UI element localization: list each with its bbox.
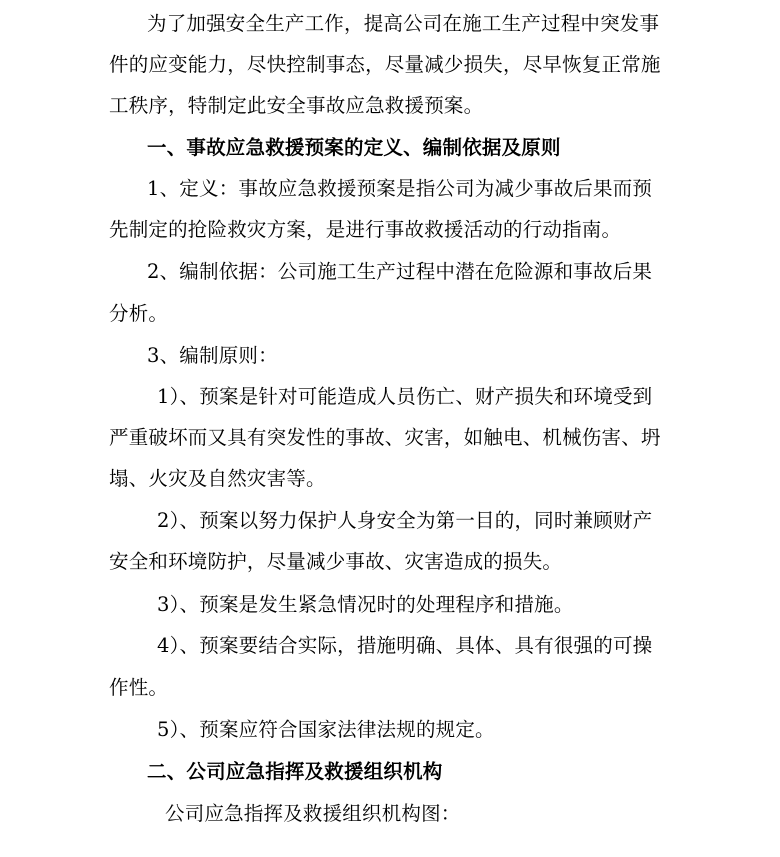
section-heading-2: 二、公司应急指挥及救援组织机构 [147,760,443,783]
org-chart-caption: 公司应急指挥及救援组织机构图： [165,802,461,825]
principle-2-line-2: 安全和环境防护，尽量减少事故、灾害造成的损失。 [109,550,563,573]
basis-line-1: 2、编制依据：公司施工生产过程中潜在危险源和事故后果 [147,260,653,283]
principle-2-line-1: 2）、预案以努力保护人身安全为第一目的，同时兼顾财产 [157,509,653,532]
definition-line-2: 先制定的抢险救灾方案，是进行事故救援活动的行动指南。 [109,218,622,241]
intro-line-1: 为了加强安全生产工作，提高公司在施工生产过程中突发事 [147,12,660,35]
principle-1-line-1: 1）、预案是针对可能造成人员伤亡、财产损失和环境受到 [157,385,653,408]
principles-label: 3、编制原则： [147,344,278,367]
basis-line-2: 分析。 [109,302,169,325]
intro-line-3: 工秩序，特制定此安全事故应急救援预案。 [109,94,484,117]
principle-1-line-2: 严重破坏而又具有突发性的事故、灾害，如触电、机械伤害、坍 [109,426,661,449]
definition-line-1: 1、定义：事故应急救援预案是指公司为减少事故后果而预 [147,177,653,200]
principle-4-line-1: 4）、预案要结合实际，措施明确、具体、具有很强的可操 [157,634,653,657]
principle-1-line-3: 塌、火灾及自然灾害等。 [109,467,326,490]
principle-3-line-1: 3）、预案是发生紧急情况时的处理程序和措施。 [157,593,574,616]
section-heading-1: 一、事故应急救援预案的定义、编制依据及原则 [147,136,561,159]
principle-5-line-1: 5）、预案应符合国家法律法规的规定。 [157,718,495,741]
intro-line-2: 件的应变能力，尽快控制事态，尽量减少损失，尽早恢复正常施 [109,53,661,76]
principle-4-line-2: 作性。 [109,676,169,699]
